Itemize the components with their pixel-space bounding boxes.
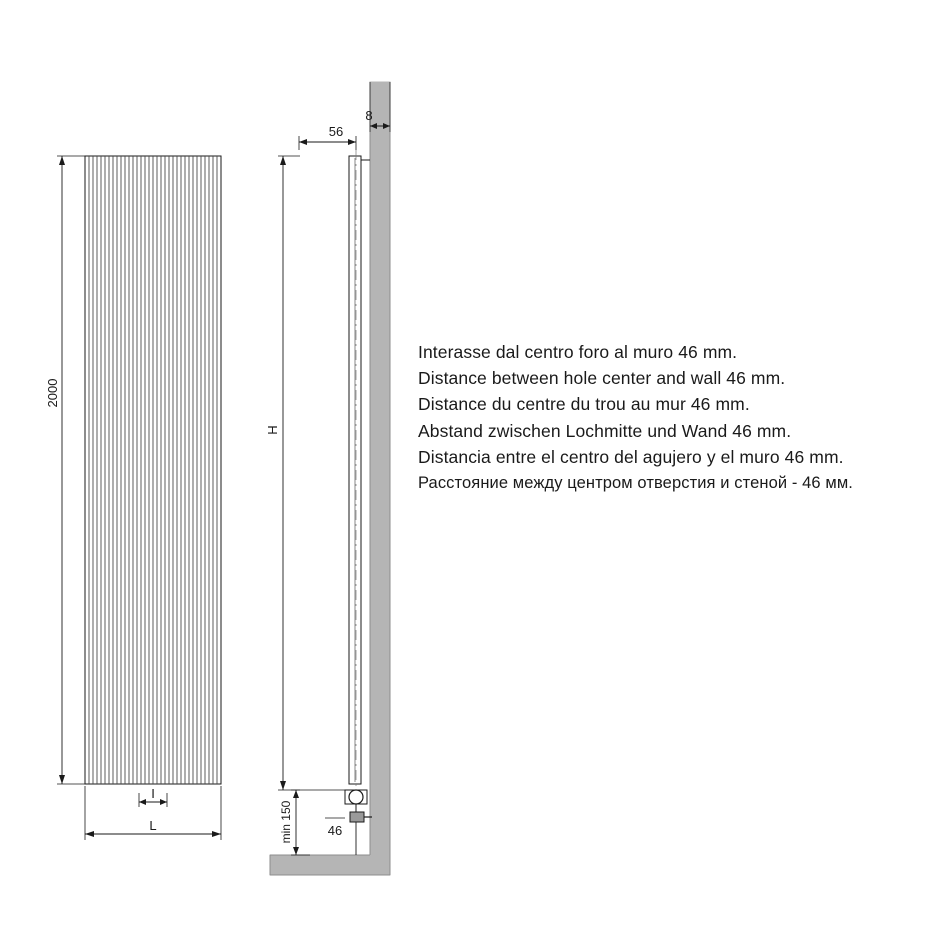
notes-block (418, 339, 938, 496)
wall-vertical (370, 82, 390, 855)
dimension-front-width (85, 786, 221, 840)
side-height-label: H (265, 425, 280, 435)
wall-floor-group (270, 82, 390, 875)
note-line-it: Interasse dal centro foro al muro 46 mm. (418, 342, 738, 362)
min-floor-label: min 150 (279, 800, 293, 844)
note-line-fr: Distance du centre du trou au mur 46 mm. (418, 394, 750, 415)
valve-pipe-block (350, 812, 364, 822)
dimension-depth-56 (299, 124, 356, 150)
side-depth-label: 56 (328, 124, 344, 139)
valve-handwheel (349, 790, 363, 804)
dimension-height-H (265, 156, 300, 790)
front-view-radiator (85, 156, 221, 784)
front-height-label: 2000 (45, 378, 60, 408)
front-width-label: L (149, 818, 157, 833)
dimension-hole-center-46 (325, 818, 345, 838)
dimension-height-2000 (45, 156, 88, 784)
hole-center-label: 46 (327, 823, 343, 838)
note-line-ru: Расстояние между центром отверстия и стеной - 46 мм. (418, 474, 853, 493)
note-line-es: Distancia entre el centro del agujero y el muro 46 mm. (418, 446, 844, 467)
note-line-en: Distance between hole center and wall 46 mm. (418, 368, 786, 389)
valve-assembly (345, 790, 372, 855)
wall-thickness-label: 8 (365, 108, 373, 123)
floor-slab (270, 855, 390, 875)
side-view-radiator (349, 156, 370, 784)
front-inner-label: I (151, 786, 155, 801)
note-line-de: Abstand zwischen Lochmitte und Wand 46 mm. (418, 420, 792, 441)
